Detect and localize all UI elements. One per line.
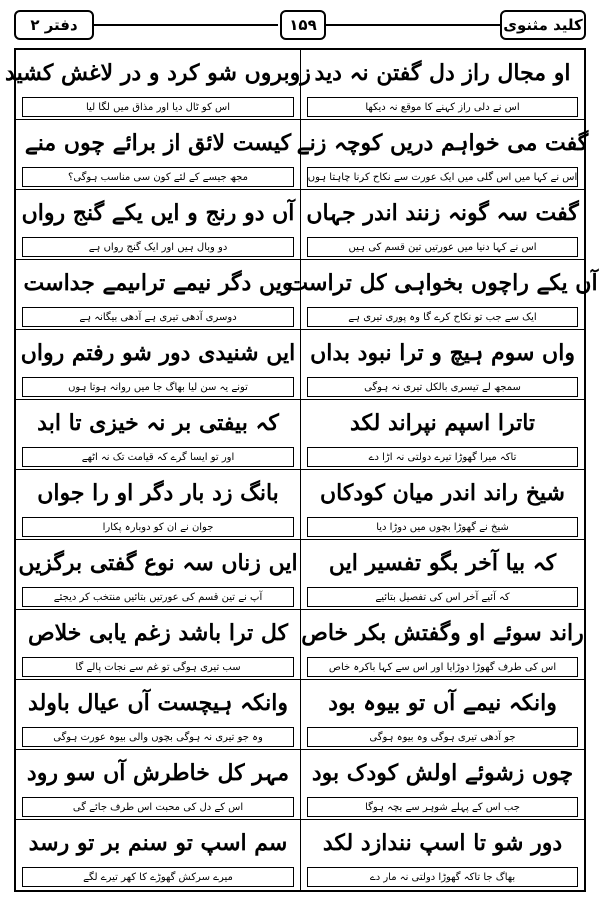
couplet-row	[5, 50, 584, 120]
couplet-first-hemistich	[300, 680, 584, 750]
urdu-translation: تونے یہ سن لیا بھاگ جا میں روانہ ہوتا ہوں	[22, 377, 294, 397]
couplet-first-hemistich	[300, 750, 584, 820]
couplet-second-hemistich	[16, 680, 300, 750]
header-rule-left	[94, 24, 278, 26]
urdu-translation: مجھ جیسے کے لئے کون سی مناسب ہوگی؟	[22, 167, 294, 187]
couplet-first-hemistich	[296, 120, 589, 190]
couplet-second-hemistich	[16, 820, 300, 890]
page-number: ۱۵۹	[280, 10, 326, 40]
urdu-translation: شیخ نے گھوڑا بچوں میں دوڑا دیا	[307, 517, 578, 537]
couplet-second-hemistich	[16, 330, 300, 400]
persian-verse: وانکہ ہیچست آں عیال باولد	[28, 690, 288, 716]
couplet-second-hemistich	[16, 260, 300, 330]
urdu-translation: اس کے دل کی محبت اس طرف جائے گی	[22, 797, 294, 817]
persian-verse: زوبروں شو کرد و در لاغش کشید	[5, 60, 311, 86]
couplet-row	[16, 680, 584, 750]
urdu-translation: سمجھ لے تیسری بالکل تیری نہ ہوگی	[307, 377, 578, 397]
persian-verse: کہ بیا آخر بگو تفسیر ایں	[328, 550, 557, 576]
urdu-translation: تاکہ میرا گھوڑا تیرے دولتی نہ اڑا دے	[307, 447, 578, 467]
couplet-row	[16, 470, 584, 540]
urdu-translation: سب تیری ہوگی تو غم سے نجات پالے گا	[22, 657, 294, 677]
couplet-row	[16, 190, 584, 260]
urdu-translation: اور تو ایسا گرے کہ قیامت تک نہ اٹھے	[22, 447, 294, 467]
couplet-first-hemistich	[300, 610, 584, 680]
persian-verse: ایں زناں سہ نوع گفتی برگزیں	[18, 550, 298, 576]
urdu-translation: جو آدھی تیری ہوگی وہ بیوہ ہوگی	[307, 727, 578, 747]
urdu-translation: بھاگ جا تاکہ گھوڑا دولتی نہ مار دے	[307, 867, 578, 887]
urdu-translation: دو وبال ہیں اور ایک گنج رواں ہے	[22, 237, 294, 257]
persian-verse: آں دو رنج و ایں یکے گنج رواں	[21, 200, 295, 226]
persian-verse: چوں زشوئے اولش کودک بود	[311, 760, 574, 786]
couplet-second-hemistich	[16, 400, 300, 470]
page-header	[14, 10, 586, 46]
couplet-row	[16, 610, 584, 680]
persian-verse: سم اسپ تو سنم بر تو رسد	[28, 830, 288, 856]
urdu-translation: اس نے کہا میں اس گلی میں ایک عورت سے نکاح کرنا چاہتا ہوں	[307, 167, 578, 187]
volume-label: دفتر ۲	[14, 10, 94, 40]
urdu-translation: ایک سے جب تو نکاح کرے گا وہ پوری تیری ہے	[307, 307, 578, 327]
persian-verse: دور شو تا اسپ نندازد لکد	[322, 830, 563, 856]
couplet-row	[16, 540, 584, 610]
urdu-translation: میرے سرکش گھوڑے کا کھر تیرے لگے	[22, 867, 294, 887]
couplet-grid	[5, 48, 598, 892]
couplet-first-hemistich	[300, 470, 584, 540]
persian-verse: ویں دگر نیمے تراںیمے جداست	[23, 270, 293, 296]
persian-verse: آں یکے راچوں بخواہی کل تراست	[287, 270, 598, 296]
persian-verse: راند سوئے او وگفتش بکر خاص	[301, 620, 584, 646]
couplet-row	[16, 400, 584, 470]
persian-verse: گفت می خواہم دریں کوچہ زنے	[296, 130, 589, 156]
couplet-row	[16, 120, 589, 190]
couplet-first-hemistich	[300, 540, 584, 610]
persian-verse: کل ترا باشد زغم یابی خلاص	[28, 620, 288, 646]
persian-verse: وانکہ نیمے آں تو بیوہ بود	[328, 690, 557, 716]
couplet-row	[16, 820, 584, 890]
couplet-second-hemistich	[16, 470, 300, 540]
couplet-second-hemistich	[16, 190, 300, 260]
persian-verse: گفت سہ گونہ زنند اندر جہاں	[306, 200, 579, 226]
persian-verse: ایں شنیدی دور شو رفتم رواں	[20, 340, 296, 366]
persian-verse: او مجال راز دل گفتن نہ دید	[314, 60, 571, 86]
couplet-row	[16, 260, 598, 330]
couplet-second-hemistich	[16, 610, 300, 680]
urdu-translation: کہ آئیے آخر اس کی تفصیل بتائیے	[307, 587, 578, 607]
urdu-translation: جب اس کے پہلے شوہر سے بچہ ہوگا	[307, 797, 578, 817]
persian-verse: تاترا اسپم نپراند لکد	[349, 410, 536, 436]
couplet-second-hemistich	[5, 50, 311, 120]
couplet-second-hemistich	[16, 120, 300, 190]
couplet-row	[16, 330, 584, 400]
book-title: کلید مثنوی	[500, 10, 586, 40]
urdu-translation: آپ نے تین قسم کی عورتیں بتائیں منتخب کر دیجئے	[22, 587, 294, 607]
urdu-translation: وہ جو تیری نہ ہوگی بچوں والی بیوہ عورت ہوگی	[22, 727, 294, 747]
persian-verse: واں سوم ہیچ و ترا نبود بداں	[310, 340, 575, 366]
couplet-first-hemistich	[300, 330, 584, 400]
couplet-second-hemistich	[16, 750, 300, 820]
urdu-translation: اس نے دلی راز کہنے کا موقع نہ دیکھا	[307, 97, 578, 117]
persian-verse: بانگ زد بار دگر او را جواں	[37, 480, 279, 506]
header-rule-right	[326, 24, 500, 26]
urdu-translation: دوسری آدھی تیری ہے آدھی بیگانہ ہے	[22, 307, 294, 327]
couplet-row	[16, 750, 584, 820]
urdu-translation: اس نے کہا دنیا میں عورتیں تین قسم کی ہیں	[307, 237, 578, 257]
couplet-first-hemistich	[287, 260, 598, 330]
urdu-translation: اس کو ٹال دیا اور مذاق میں لگا لیا	[22, 97, 294, 117]
persian-verse: کیست لائق از برائے چوں منے	[24, 130, 292, 156]
urdu-translation: اس کی طرف گھوڑا دوڑایا اور اس سے کہا باکرہ خاص	[307, 657, 578, 677]
urdu-translation: جوان نے ان کو دوبارہ پکارا	[22, 517, 294, 537]
couplet-first-hemistich	[300, 50, 584, 120]
persian-verse: کہ بیفتی بر نہ خیزی تا ابد	[37, 410, 279, 436]
couplet-first-hemistich	[300, 190, 584, 260]
persian-verse: مہر کل خاطرش آں سو رود	[26, 760, 290, 786]
persian-verse: شیخ راند اندر میان کودکاں	[320, 480, 565, 506]
couplet-first-hemistich	[300, 400, 584, 470]
couplet-first-hemistich	[300, 820, 584, 890]
couplet-second-hemistich	[16, 540, 300, 610]
